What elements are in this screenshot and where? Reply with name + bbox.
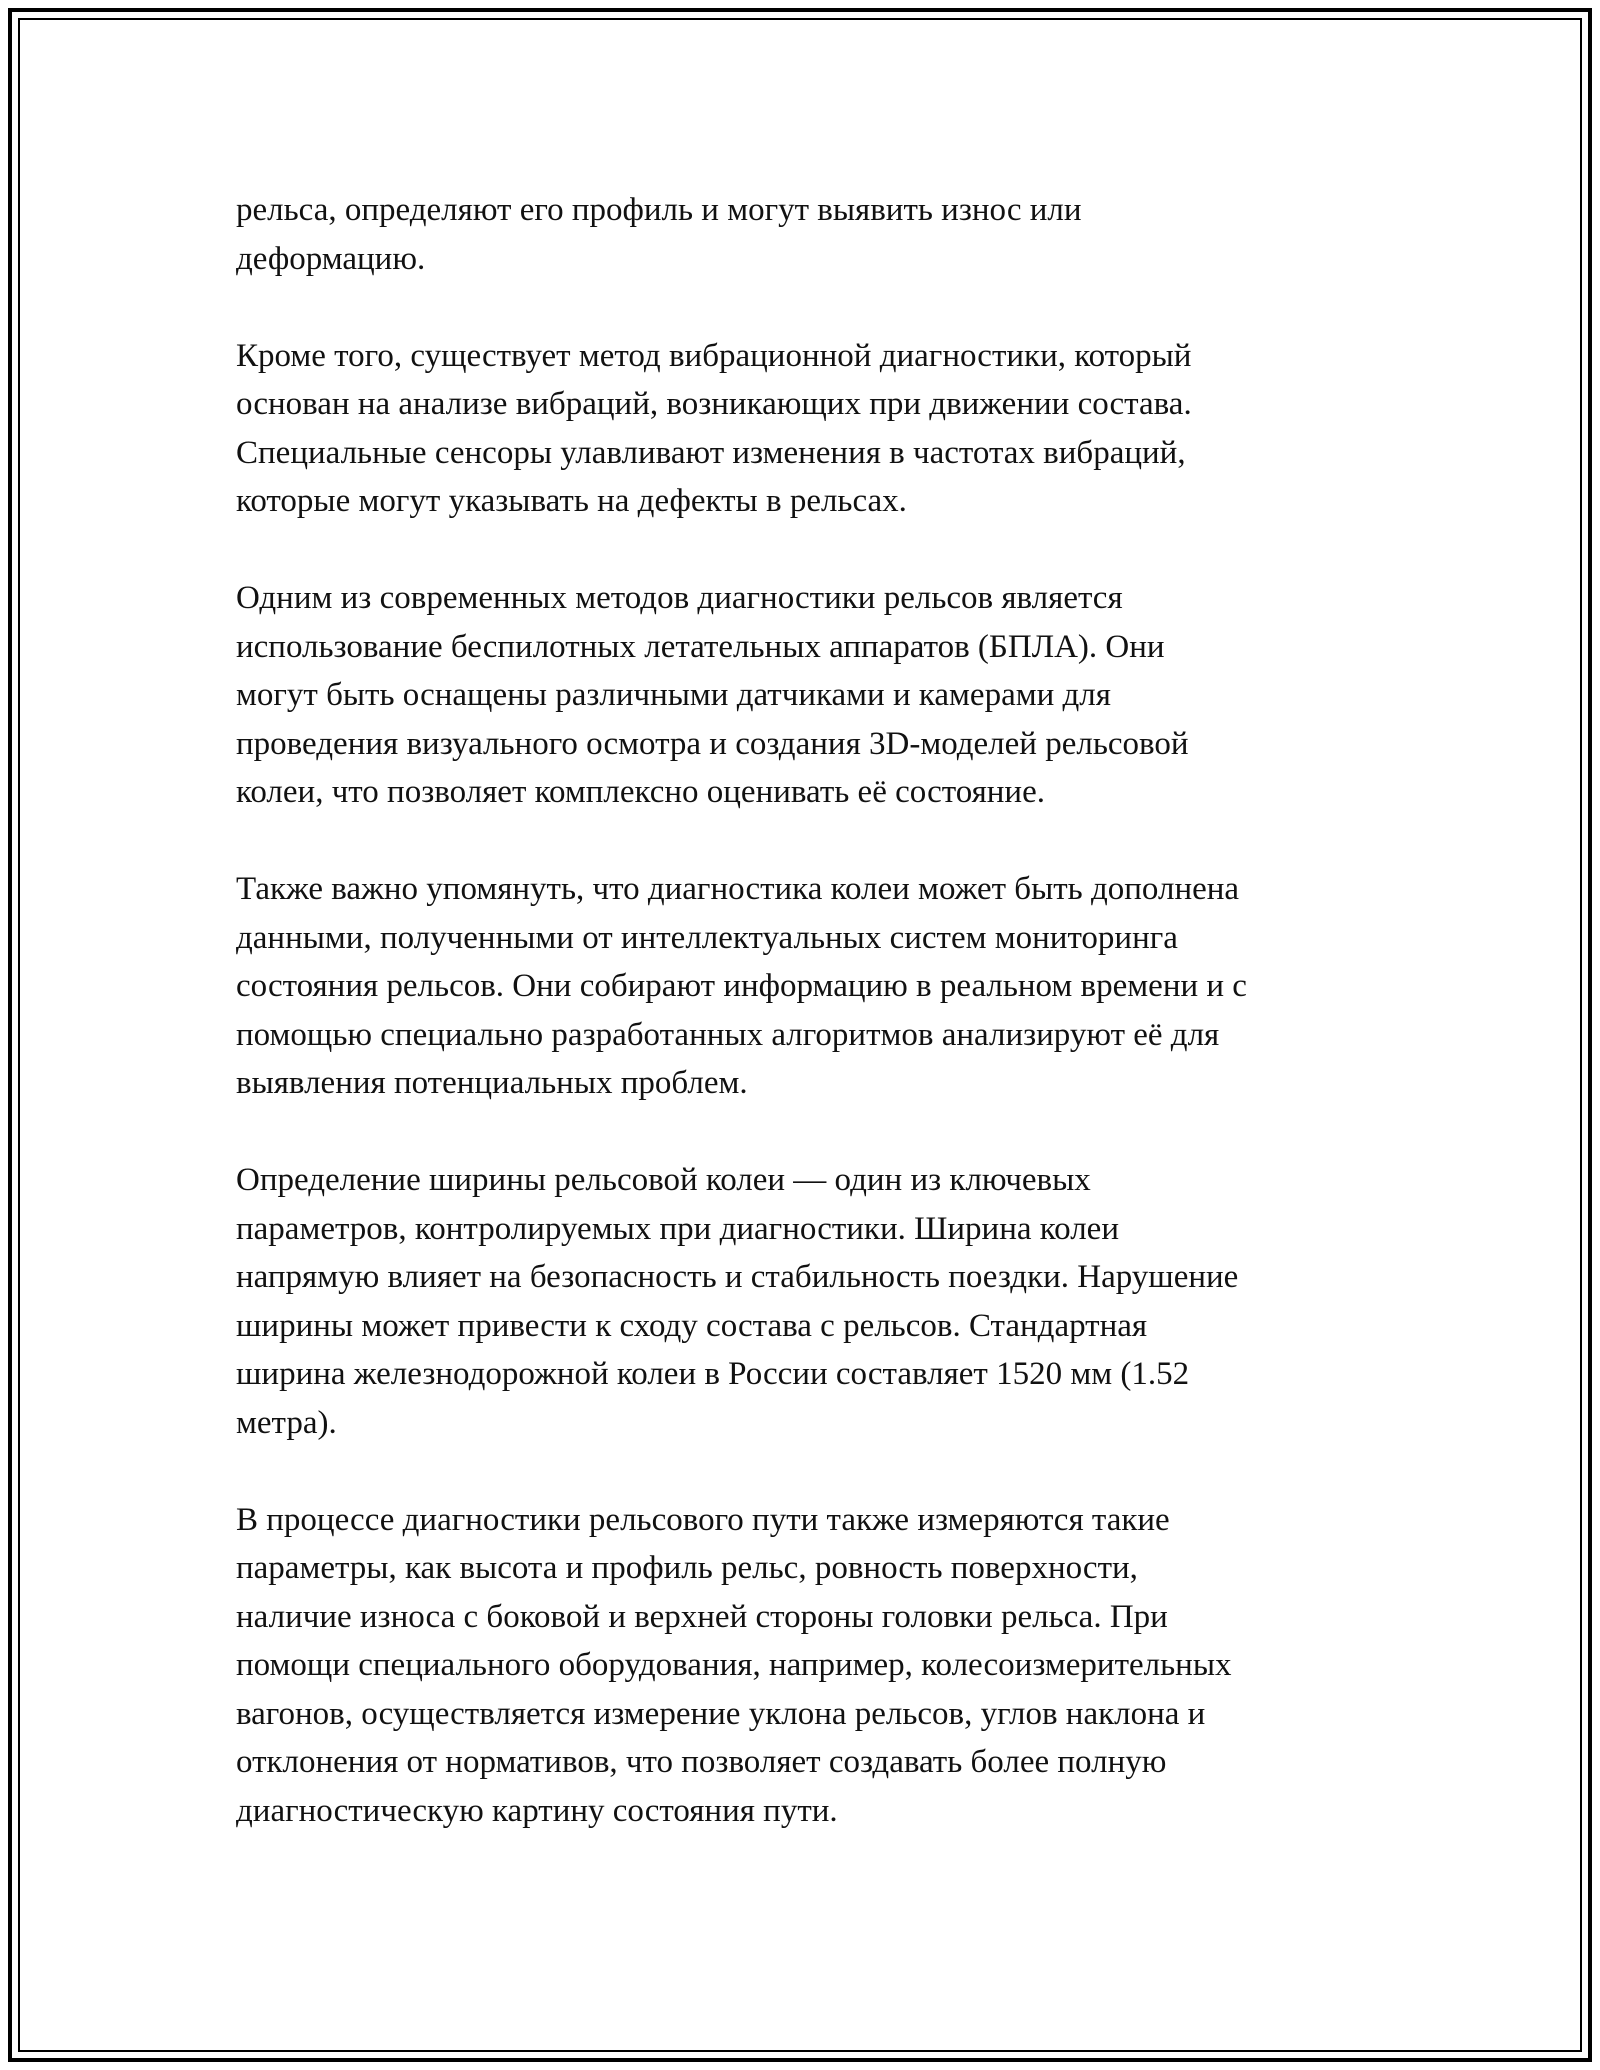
paragraph (236, 186, 1376, 283)
text-line: использование беспилотных летательных аппаратов (БПЛА). Они (236, 628, 1165, 665)
text-line: данными, полученными от интеллектуальных систем мониторинга (236, 919, 1178, 956)
text-line: Определение ширины рельсовой колеи — один из ключевых (236, 1162, 1091, 1198)
paragraph (236, 865, 1376, 1108)
text-line: ширина железнодорожной колеи в России составляет 1520 мм (1.52 (236, 1356, 1190, 1392)
text-line: состояния рельсов. Они собирают информацию в реальном времени и с (236, 968, 1247, 1004)
text-line: колеи, что позволяет комплексно оценивать её состояние. (236, 774, 1045, 810)
text-line: ширины может привести к сходу состава с рельсов. Стандартная (236, 1307, 1148, 1344)
text-line: наличие износа с боковой и верхней стороны головки рельса. При (236, 1598, 1168, 1635)
text-line: напрямую влияет на безопасность и стабильность поездки. Нарушение (236, 1259, 1239, 1295)
text-line: Также важно упомянуть, что диагностика колеи может быть дополнена (236, 871, 1240, 907)
text-line: метра). (236, 1404, 337, 1441)
text-line: которые могут указывать на дефекты в рельсах. (236, 483, 907, 519)
text-line: Кроме того, существует метод вибрационной диагностики, который (236, 337, 1192, 374)
text-line: В процессе диагностики рельсового пути также измеряются такие (236, 1501, 1170, 1538)
text-line: параметров, контролируемых при диагностики. Ширина колеи (236, 1210, 1119, 1247)
document-body (236, 186, 1376, 1835)
text-line: деформацию. (236, 240, 426, 277)
text-line: помощью специально разработанных алгоритмов анализируют её для (236, 1016, 1220, 1053)
text-line: Одним из современных методов диагностики рельсов является (236, 580, 1123, 616)
paragraph (236, 574, 1376, 817)
text-line: Специальные сенсоры улавливают изменения в частотах вибраций, (236, 434, 1186, 471)
text-line: диагностическую картину состояния пути. (236, 1792, 838, 1829)
text-line: выявления потенциальных проблем. (236, 1065, 748, 1101)
text-line: проведения визуального осмотра и создания 3D-моделей рельсовой (236, 725, 1189, 762)
paragraph (236, 332, 1376, 526)
paragraph (236, 1156, 1376, 1447)
text-line: отклонения от нормативов, что позволяет создавать более полную (236, 1744, 1167, 1780)
text-line: параметры, как высота и профиль рельс, ровность поверхности, (236, 1550, 1138, 1586)
paragraph (236, 1496, 1376, 1836)
text-line: помощи специального оборудования, например, колесоизмерительных (236, 1647, 1232, 1683)
text-line: рельса, определяют его профиль и могут выявить износ или (236, 192, 1082, 228)
text-line: вагонов, осуществляется измерение уклона рельсов, углов наклона и (236, 1695, 1206, 1732)
text-line: могут быть оснащены различными датчиками и камерами для (236, 677, 1111, 713)
text-line: основан на анализе вибраций, возникающих при движении состава. (236, 386, 1192, 422)
